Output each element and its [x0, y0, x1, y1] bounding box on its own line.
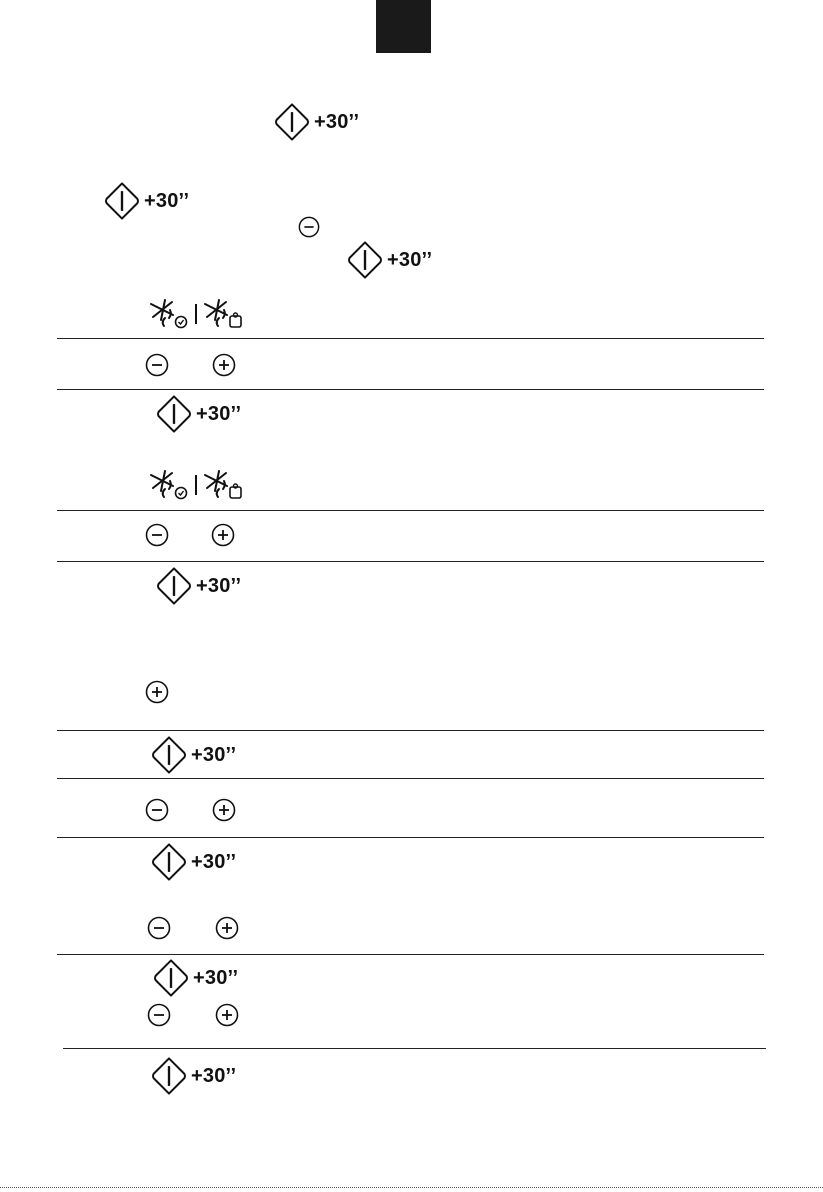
- minus-button-icon: [298, 216, 320, 238]
- start-label: +30’’: [196, 574, 242, 597]
- plus-circle-icon: [212, 798, 236, 822]
- start-button-icon: [156, 394, 241, 434]
- minus-circle-icon: [298, 216, 320, 238]
- minus-button-icon: [145, 523, 169, 547]
- minus-button-icon: [147, 916, 171, 940]
- plus-circle-icon: [215, 916, 239, 940]
- plus-circle-icon: [145, 680, 169, 704]
- start-label: +30’’: [144, 189, 190, 212]
- divider: [57, 510, 764, 511]
- start-diamond-icon: [151, 1056, 187, 1096]
- divider: [63, 1048, 766, 1049]
- start-button-icon: [151, 735, 236, 775]
- minus-button-icon: [145, 798, 169, 822]
- start-label: +30’’: [191, 743, 237, 766]
- chapter-tab: [376, 0, 431, 53]
- start-button-icon: [274, 102, 359, 142]
- start-button-icon: [151, 1056, 236, 1096]
- plus-circle-icon: [211, 523, 235, 547]
- divider: [57, 730, 764, 731]
- start-button-icon: [153, 958, 238, 998]
- plus-button-icon: [212, 798, 236, 822]
- start-diamond-icon: [151, 735, 187, 775]
- start-label: +30’’: [387, 248, 433, 271]
- page-bottom-border: [0, 1187, 823, 1188]
- minus-circle-icon: [145, 523, 169, 547]
- plus-button-icon: [215, 916, 239, 940]
- start-button-icon: [156, 566, 241, 606]
- plus-button-icon: [145, 680, 169, 704]
- defrost-by-weight-icon: [202, 298, 244, 330]
- plus-circle-icon: [215, 1003, 239, 1027]
- defrost-by-weight-icon: [202, 469, 244, 501]
- divider: [57, 954, 764, 955]
- start-diamond-icon: [104, 181, 140, 221]
- start-label: +30’’: [314, 110, 360, 133]
- minus-circle-icon: [145, 353, 169, 377]
- divider: [57, 338, 764, 339]
- start-label: +30’’: [196, 402, 242, 425]
- minus-circle-icon: [145, 798, 169, 822]
- start-button-icon: [104, 181, 189, 221]
- start-diamond-icon: [156, 566, 192, 606]
- minus-circle-icon: [147, 916, 171, 940]
- start-diamond-icon: [274, 102, 310, 142]
- minus-button-icon: [145, 353, 169, 377]
- plus-button-icon: [212, 353, 236, 377]
- start-diamond-icon: [151, 842, 187, 882]
- start-label: +30’’: [193, 966, 239, 989]
- start-diamond-icon: [156, 394, 192, 434]
- start-label: +30’’: [191, 1064, 237, 1087]
- start-diamond-icon: [347, 240, 383, 280]
- defrost-icons: [148, 469, 244, 501]
- divider: [57, 778, 764, 779]
- plus-button-icon: [211, 523, 235, 547]
- divider: [57, 561, 764, 562]
- plus-circle-icon: [212, 353, 236, 377]
- minus-button-icon: [147, 1003, 171, 1027]
- start-label: +30’’: [191, 850, 237, 873]
- divider: [57, 837, 764, 838]
- plus-button-icon: [215, 1003, 239, 1027]
- defrost-separator: [195, 304, 197, 324]
- defrost-icons: [148, 298, 244, 330]
- start-diamond-icon: [153, 958, 189, 998]
- defrost-by-time-icon: [148, 298, 190, 330]
- divider: [57, 389, 764, 390]
- start-button-icon: [347, 240, 432, 280]
- start-button-icon: [151, 842, 236, 882]
- defrost-separator: [195, 475, 197, 495]
- minus-circle-icon: [147, 1003, 171, 1027]
- defrost-by-time-icon: [148, 469, 190, 501]
